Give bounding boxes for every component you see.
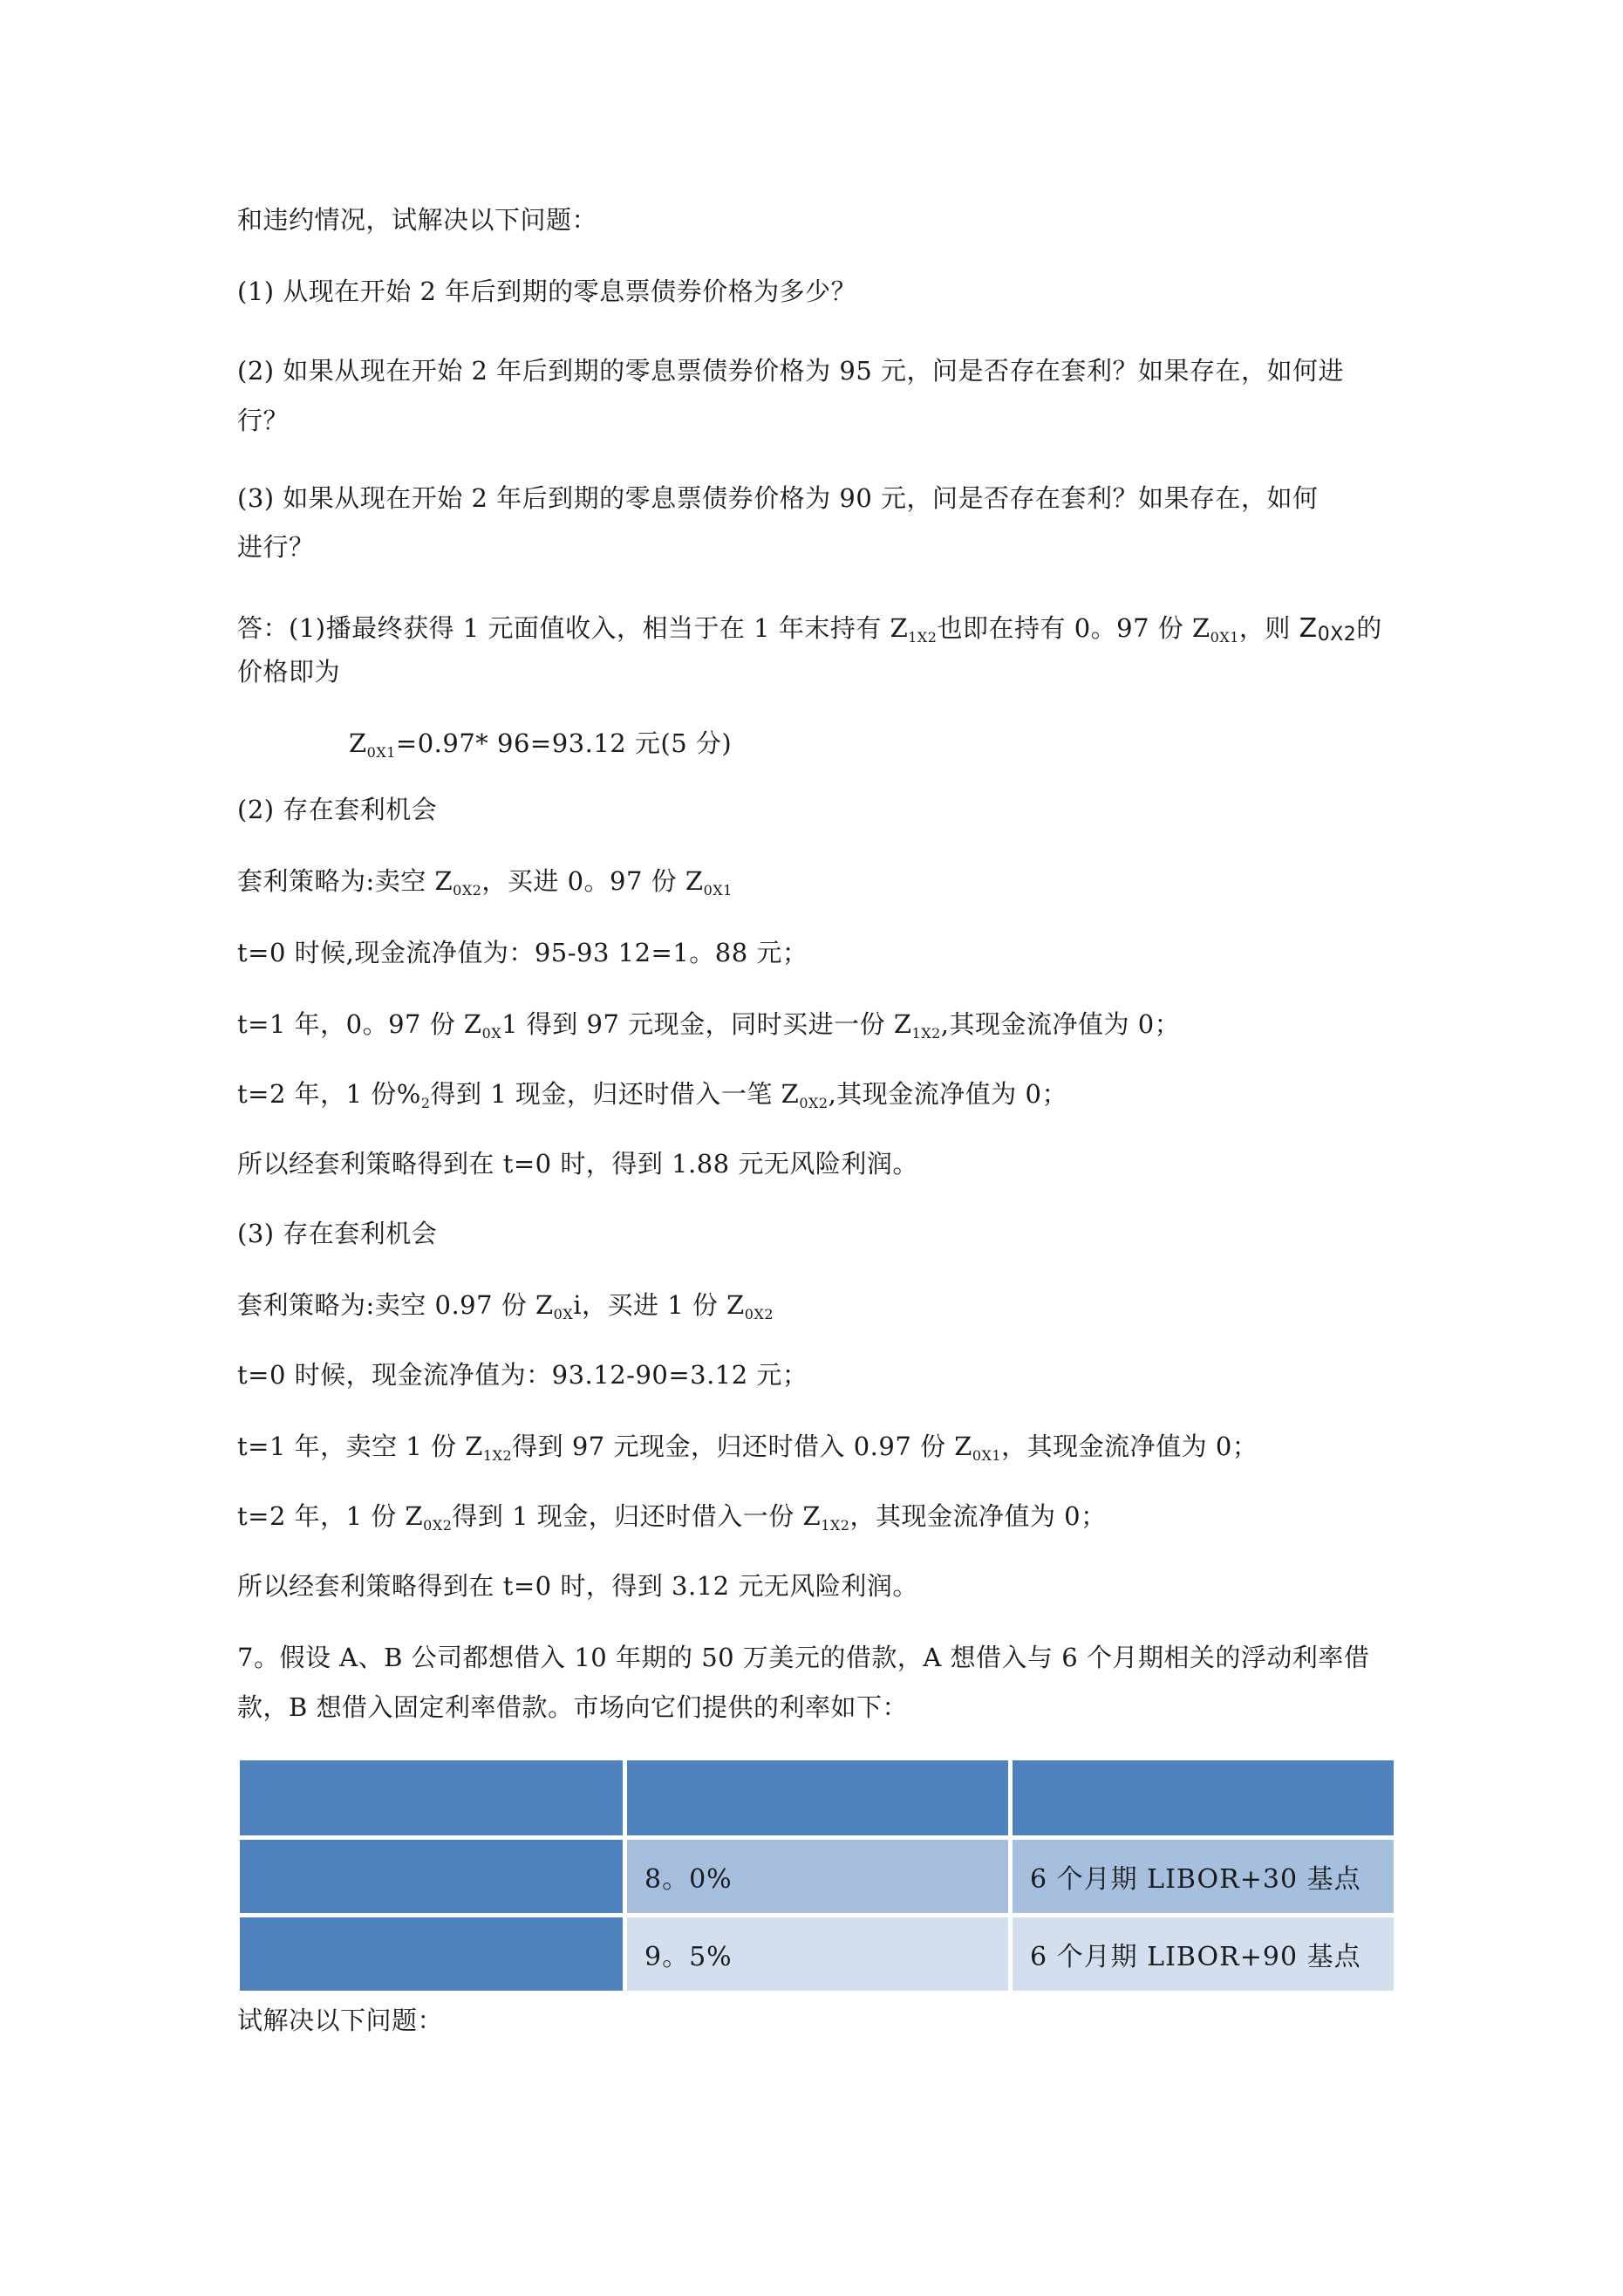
subscript: 0X2 — [744, 1306, 774, 1322]
subscript: 0X2 — [799, 1095, 829, 1111]
text-segment: t=2 年，1 份 Z — [237, 1501, 424, 1531]
subscript: 0X2 — [453, 882, 482, 899]
subscript: 0X — [553, 1306, 574, 1322]
strategy-3 — [237, 1288, 774, 1322]
text-segment: 得到 1 现金，归还时借入一笔 Z — [430, 1079, 800, 1109]
question-3-line-1: (3) 如果从现在开始 2 年后到期的零息票债券价格为 90 元，问是否存在套利？如果存在，如何 — [237, 483, 1319, 513]
t0-line-3: t=0 时候，现金流净值为：93.12-90=3.12 元； — [237, 1360, 808, 1390]
question-7-line-1: 7。假设 A、B 公司都想借入 10 年期的 50 万美元的借款，A 想借入与 6 个月期相关的浮动利率借 — [237, 1643, 1370, 1672]
subscript: 0X1 — [366, 744, 396, 761]
table-cell-floating-rate: 6 个月期 LIBOR+90 基点 — [1011, 1916, 1396, 1993]
closing-line: 试解决以下问题： — [237, 2006, 444, 2035]
subscript: 1X2 — [821, 1517, 850, 1534]
answer-line-1 — [237, 611, 1382, 646]
subscript: 0X1 — [1210, 629, 1239, 646]
text-segment: t=1 年，0。97 份 Z — [237, 1009, 482, 1039]
table-header-cell — [625, 1759, 1011, 1838]
heading-3: (3) 存在套利机会 — [237, 1219, 438, 1248]
text-segment: ，买进 0。97 份 Z — [481, 866, 704, 896]
table-cell-fixed-rate: 9。5% — [625, 1916, 1011, 1993]
table-header-cell — [1011, 1759, 1396, 1838]
answer-line-2: 价格即为 — [237, 657, 341, 687]
question-2-line-1: (2) 如果从现在开始 2 年后到期的零息票债券价格为 95 元，问是否存在套利？如果存在，如何进 — [237, 356, 1345, 386]
conclusion-2: 所以经套利策略得到在 t=0 时，得到 1.88 元无风险利润。 — [237, 1149, 918, 1179]
table-cell-fixed-rate: 8。0% — [625, 1838, 1011, 1916]
t1-line-2 — [237, 1007, 1180, 1042]
table-row — [238, 1838, 1396, 1916]
z-letter: Z — [1299, 613, 1318, 644]
subscript: 0X1 — [703, 882, 733, 899]
subscript: 1X2 — [482, 1447, 513, 1464]
subscript: 0X1 — [972, 1447, 1002, 1464]
text-segment: 套利策略为:卖空 Z — [237, 866, 453, 896]
conclusion-3: 所以经套利策略得到在 t=0 时，得到 3.12 元无风险利润。 — [237, 1571, 918, 1601]
text-segment: ,其现金流净值为 0； — [940, 1009, 1181, 1039]
table-row-label — [238, 1838, 625, 1916]
text-segment: 的 — [1356, 613, 1382, 643]
subscript: 1X2 — [911, 1025, 941, 1042]
question-1: (1) 从现在开始 2 年后到期的零息票债券价格为多少？ — [237, 277, 857, 306]
text-segment: 得到 97 元现金，归还时借入 0.97 份 Z — [512, 1432, 972, 1461]
subscript: 2 — [420, 1095, 431, 1111]
text-segment: 1 得到 97 元现金，同时买进一份 Z — [501, 1009, 912, 1039]
text-segment: 得到 1 现金，归还时借入一份 Z — [452, 1501, 822, 1531]
table-header-row — [238, 1759, 1396, 1838]
question-2-line-2: 行？ — [237, 406, 290, 435]
text-line: 和违约情况，试解决以下问题： — [237, 205, 598, 235]
formula-line — [349, 726, 732, 761]
text-segment: 答：(1)播最终获得 1 元面值收入，相当于在 1 年末持有 Z — [237, 613, 909, 643]
text-segment: ，其现金流净值为 0； — [1001, 1432, 1258, 1461]
text-segment: ，其现金流净值为 0； — [849, 1501, 1107, 1531]
text-segment: ,其现金流净值为 0； — [828, 1079, 1067, 1109]
subscript: 1X2 — [908, 629, 938, 646]
subscript: 0X2 — [423, 1517, 453, 1534]
t2-line-2 — [237, 1076, 1067, 1111]
t0-line-2: t=0 时候,现金流净值为：95-93 12=1。88 元； — [237, 938, 808, 967]
question-3-line-2: 进行？ — [237, 532, 315, 562]
strategy-2 — [237, 864, 733, 899]
text-segment: i，买进 1 份 Z — [573, 1290, 745, 1320]
heading-2: (2) 存在套利机会 — [237, 795, 438, 824]
table-header-cell — [238, 1759, 625, 1838]
subscript: 0X — [481, 1025, 502, 1042]
text-segment: t=1 年，卖空 1 份 Z — [237, 1432, 483, 1461]
subscript: 0X2 — [1317, 624, 1357, 646]
variable-z — [1299, 613, 1357, 644]
t1-line-3 — [237, 1429, 1258, 1464]
text-segment: 也即在持有 0。97 份 Z — [937, 613, 1210, 643]
question-7-line-2: 款，B 想借入固定利率借款。市场向它们提供的利率如下： — [237, 1692, 909, 1722]
text-segment: =0.97* 96=93.12 元(5 分) — [395, 728, 733, 758]
rate-table — [235, 1756, 1398, 1995]
table-row — [238, 1916, 1396, 1993]
z-letter: Z — [349, 728, 367, 758]
text-segment: t=2 年，1 份% — [237, 1079, 421, 1109]
text-segment: 套利策略为:卖空 0.97 份 Z — [237, 1290, 554, 1320]
t2-line-3 — [237, 1499, 1107, 1534]
table-row-label — [238, 1916, 625, 1993]
table-cell-floating-rate: 6 个月期 LIBOR+30 基点 — [1011, 1838, 1396, 1916]
text-segment: ，则 — [1238, 613, 1299, 643]
